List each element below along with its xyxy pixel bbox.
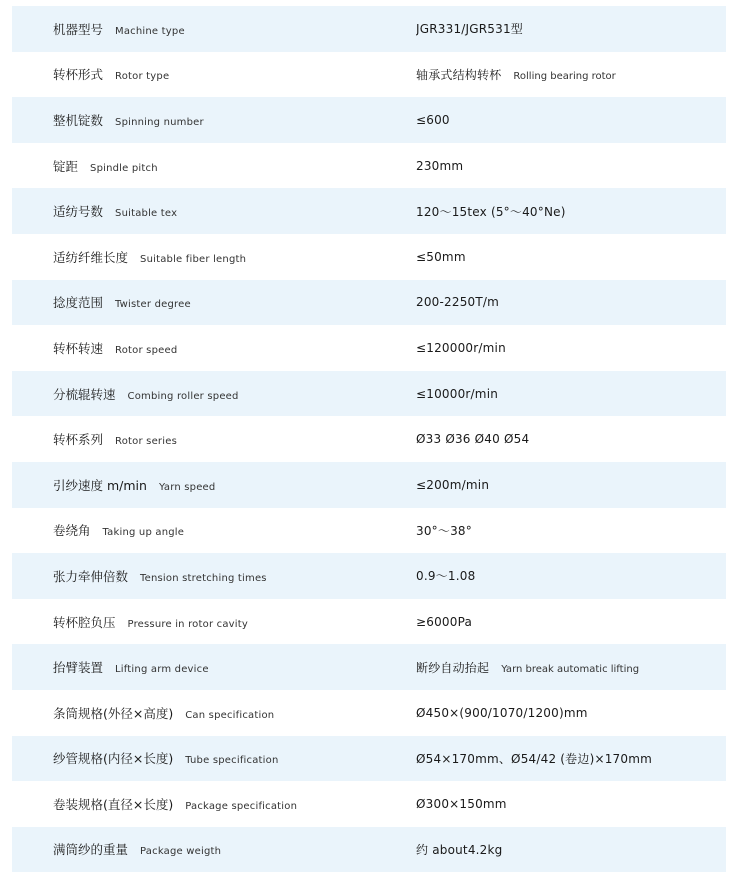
table-row [12,553,726,599]
label-zh: 分梳辊转速 [53,386,116,402]
value: 120～15tex (5°～40°Ne) [416,204,566,219]
label-en: Rotor speed [115,344,178,356]
value-cell [416,295,726,309]
label-en: Can specification [185,709,275,721]
value-cell [416,341,726,355]
spec-table [12,6,726,872]
label-en: Suitable tex [115,208,178,220]
label-zh: 卷绕角 [53,523,91,539]
label-cell [53,476,408,494]
value-cell [416,250,726,264]
table-row [12,234,726,280]
label-cell [53,840,408,858]
label-en: Tension stretching times [140,572,267,584]
value: 约 about4.2kg [416,842,503,857]
value-cell [416,159,726,173]
label-zh: 抬臂装置 [53,660,104,676]
table-row [12,508,726,554]
table-row [12,416,726,462]
label-cell [53,248,408,266]
value: Ø54×170mm、Ø54/42 (卷边)×170mm [416,751,652,766]
value: 30°～38° [416,523,472,538]
label-cell [53,202,408,220]
table-row [12,97,726,143]
value: JGR331/JGR531型 [416,22,524,37]
label-zh: 机器型号 [53,21,104,37]
value: 200-2250T/m [416,295,500,310]
value: 轴承式结构转杯 [416,67,502,82]
label-cell [53,111,408,129]
label-en: Yarn speed [158,481,216,493]
value: 断纱自动抬起 [416,660,490,675]
label-cell [53,613,408,631]
label-zh: 引纱速度 m/min [53,477,147,493]
label-cell [53,521,408,539]
table-row [12,644,726,690]
label-cell [53,20,408,38]
value: Ø300×150mm [416,796,507,811]
label-cell [53,293,408,311]
value-cell [416,615,726,629]
label-en: Tube specification [185,755,279,767]
value-en: Yarn break automatic lifting [501,663,640,675]
label-en: Combing roller speed [127,390,239,402]
table-row [12,781,726,827]
label-en: Package specification [185,800,298,812]
label-cell [53,795,408,813]
label-cell [53,430,408,448]
value: 230mm [416,158,464,173]
value-cell [416,387,726,401]
value-cell [416,66,726,83]
label-en: Spinning number [115,116,204,128]
label-cell [53,567,408,585]
value-cell [416,750,726,767]
table-row [12,52,726,98]
table-row [12,6,726,52]
value-cell [416,659,726,676]
value-cell [416,20,726,37]
label-zh: 张力牵伸倍数 [53,568,129,584]
value-cell [416,841,726,858]
label-cell [53,157,408,175]
value: ≤50mm [416,249,466,264]
table-row [12,827,726,872]
label-zh: 转杯转速 [53,340,104,356]
value: 0.9～1.08 [416,569,476,584]
label-en: Lifting arm device [115,664,209,676]
label-en: Machine type [115,25,185,37]
label-zh: 锭距 [53,158,79,174]
label-en: Suitable fiber length [140,253,247,265]
value: Ø450×(900/1070/1200)mm [416,705,588,720]
value-cell [416,522,726,539]
label-cell [53,65,408,83]
label-en: Twister degree [115,299,191,311]
value-cell [416,797,726,811]
value-cell [416,432,726,446]
label-en: Spindle pitch [90,162,158,174]
label-zh: 适纺纤维长度 [53,249,129,265]
value: ≥6000Pa [416,614,473,629]
table-row [12,188,726,234]
label-cell [53,749,408,767]
label-zh: 转杯腔负压 [53,614,116,630]
table-row [12,143,726,189]
table-row [12,280,726,326]
value-en: Rolling bearing rotor [513,70,616,82]
value-cell [416,478,726,492]
label-en: Rotor type [115,71,170,83]
table-row [12,462,726,508]
value: ≤10000r/min [416,386,499,401]
label-zh: 转杯形式 [53,67,104,83]
label-cell [53,339,408,357]
value-cell [416,203,726,220]
label-cell [53,385,408,403]
value-cell [416,567,726,584]
value: ≤200m/min [416,477,490,492]
table-row [12,325,726,371]
label-zh: 条筒规格(外径×高度) [53,705,174,721]
label-zh: 整机锭数 [53,112,104,128]
label-zh: 纱管规格(内径×长度) [53,751,174,767]
table-row [12,371,726,417]
value: ≤120000r/min [416,340,506,355]
table-row [12,736,726,782]
label-zh: 卷装规格(直径×长度) [53,796,174,812]
value: ≤600 [416,112,450,127]
label-cell [53,704,408,722]
label-zh: 适纺号数 [53,204,104,220]
value: Ø33 Ø36 Ø40 Ø54 [416,432,530,447]
table-row [12,690,726,736]
label-en: Rotor series [115,436,177,448]
table-row [12,599,726,645]
label-en: Taking up angle [102,527,185,539]
value-cell [416,706,726,720]
label-zh: 满筒纱的重量 [53,842,129,858]
value-cell [416,113,726,127]
label-cell [53,658,408,676]
label-zh: 捻度范围 [53,295,104,311]
label-en: Pressure in rotor cavity [127,618,248,630]
label-en: Package weigth [140,846,222,858]
label-zh: 转杯系列 [53,432,104,448]
